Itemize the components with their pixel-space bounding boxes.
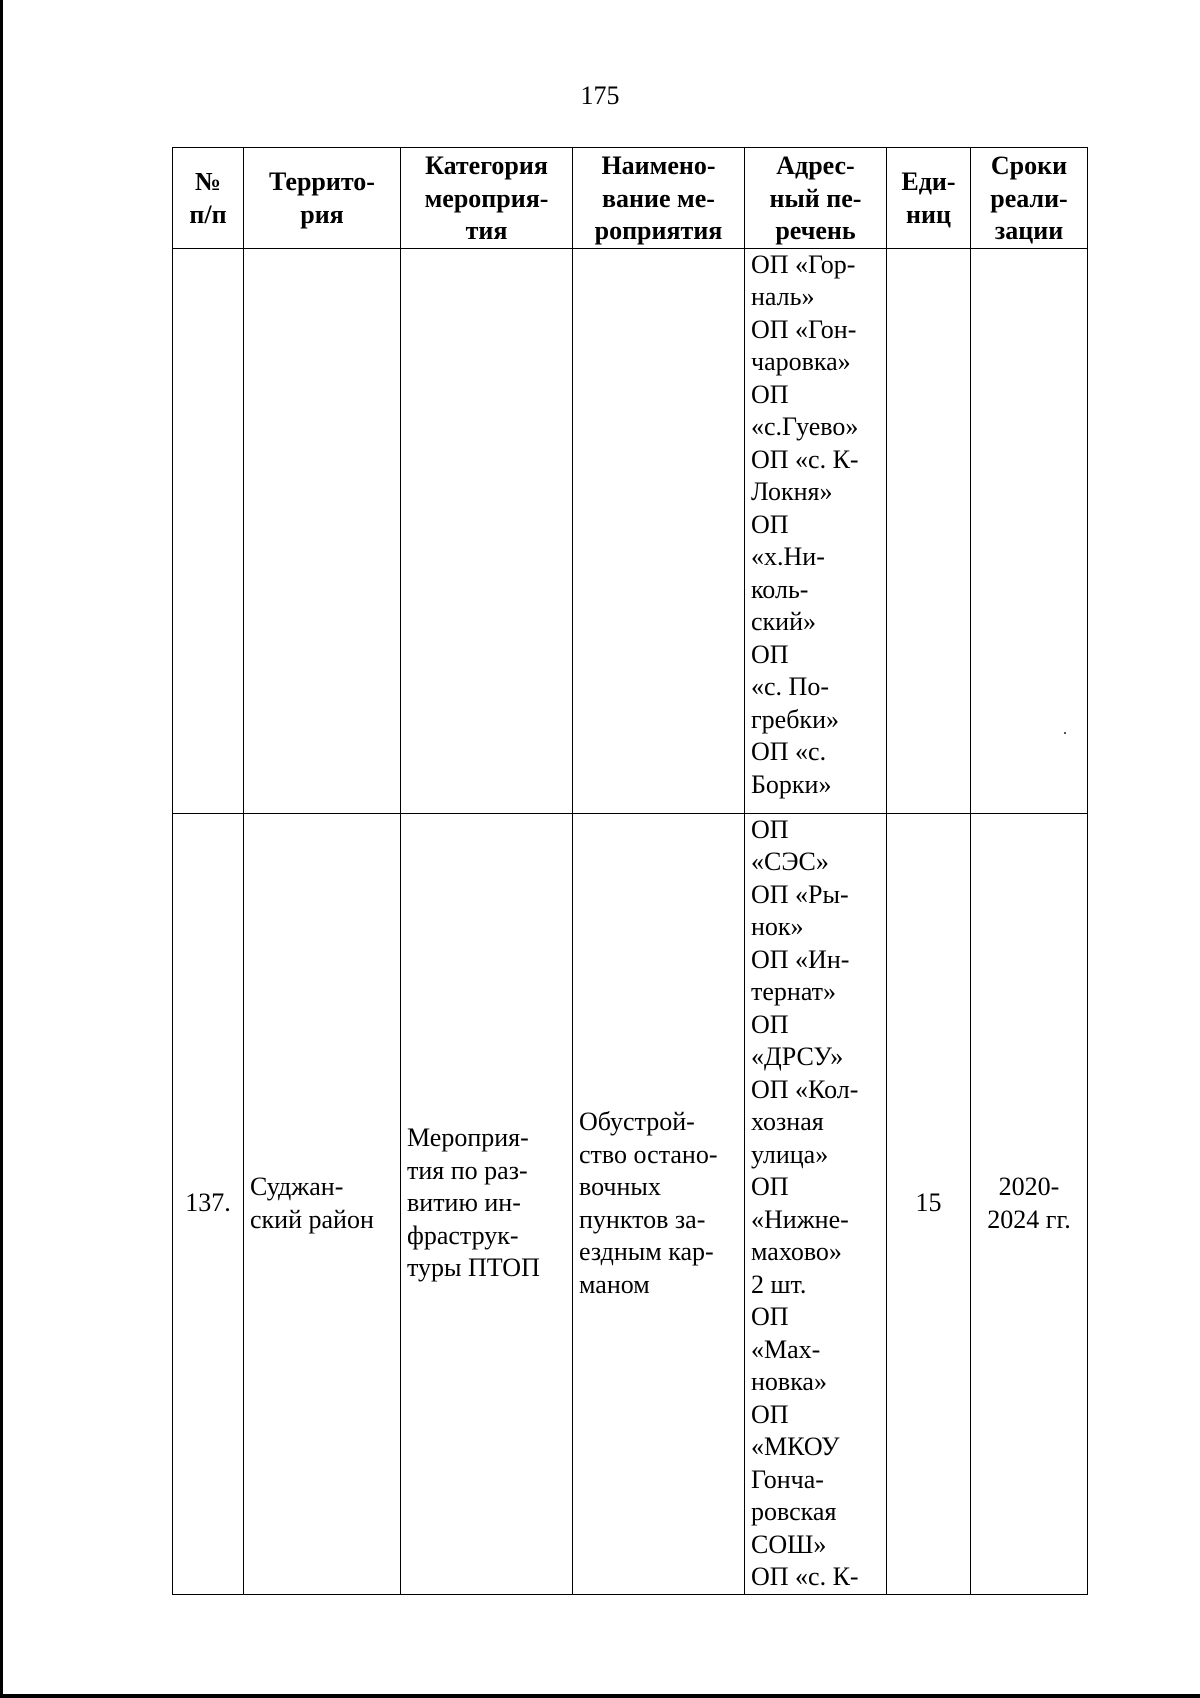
text-line: ОП: [751, 1172, 789, 1201]
text-line: «ДРСУ»: [751, 1042, 844, 1071]
text-line: №: [194, 167, 222, 197]
text-line: «СЭС»: [751, 847, 829, 876]
text-line: п/п: [189, 199, 227, 229]
text-line: Сроки: [990, 151, 1068, 180]
text-line: махово»: [751, 1237, 842, 1266]
text-line: Гонча-: [751, 1464, 824, 1494]
text-line: 2020-: [998, 1172, 1060, 1201]
text-line: СОШ»: [751, 1529, 827, 1559]
text-line: «МКОУ: [751, 1432, 840, 1461]
text-line: Еди-: [901, 167, 956, 197]
text-line: Адрес-: [776, 151, 855, 180]
cell-period: [971, 248, 1088, 813]
scan-speck: [1064, 732, 1066, 734]
text-line: зации: [994, 216, 1064, 245]
text-line: ездным кар-: [579, 1237, 714, 1266]
text-line: улица»: [751, 1139, 829, 1169]
text-line: вание ме-: [602, 183, 715, 213]
text-line: ство остано-: [579, 1139, 718, 1169]
text-line: Локня»: [751, 477, 833, 506]
text-line: роприятия: [594, 216, 723, 245]
text-line: чаровка»: [751, 347, 851, 376]
text-line: ОП «Ин-: [751, 944, 850, 974]
text-line: ОП «Кол-: [751, 1074, 859, 1104]
text-line: гребки»: [751, 704, 839, 734]
cell-territory: [244, 813, 401, 1594]
text-line: ский»: [751, 607, 816, 636]
text-line: Террито-: [269, 167, 375, 197]
text-line: коль-: [751, 574, 809, 604]
text-line: 2 шт.: [751, 1269, 807, 1299]
text-line: 2024 гг.: [987, 1204, 1071, 1234]
page-bottom-border: [0, 1694, 1200, 1698]
text-line: ный пе-: [769, 183, 862, 213]
text-line: реали-: [990, 183, 1068, 213]
text-line: ОП: [751, 1009, 789, 1039]
cell-number: 137.: [173, 813, 244, 1594]
cell-category: [401, 813, 573, 1594]
text-line: «с. По-: [751, 672, 829, 701]
page-left-border: [0, 0, 3, 1698]
header-number: [173, 148, 244, 249]
text-line: ОП: [751, 1302, 789, 1331]
text-line: речень: [775, 216, 856, 245]
table-row-137: [173, 813, 1088, 1594]
page-number: 175: [580, 81, 620, 110]
text-line: вочных: [579, 1172, 661, 1201]
cell-address-list: [745, 813, 887, 1594]
header-units: [887, 148, 971, 249]
text-line: новка»: [751, 1367, 827, 1396]
text-line: Наимено-: [601, 151, 716, 180]
text-line: ОП: [751, 1399, 789, 1429]
text-line: Борки»: [751, 769, 832, 799]
text-line: туры ПТОП: [407, 1253, 540, 1283]
text-line: хозная: [751, 1107, 824, 1136]
text-line: «х.Ни-: [751, 542, 825, 571]
header-period: [971, 148, 1088, 249]
text-line: рия: [300, 199, 344, 229]
text-line: «Мах-: [751, 1334, 821, 1364]
text-line: Мероприя-: [407, 1123, 529, 1153]
text-line: ский район: [250, 1204, 374, 1234]
text-line: ОП: [751, 639, 789, 669]
table-header-row: [173, 148, 1088, 249]
header-name: [573, 148, 745, 249]
text-line: ОП «с. К-: [751, 1562, 859, 1591]
text-line: ОП: [751, 814, 789, 844]
cell-category: [401, 248, 573, 813]
text-line: «с.Гуево»: [751, 412, 859, 441]
cell-units: [887, 248, 971, 813]
text-line: ниц: [906, 199, 951, 229]
cell-name: [573, 248, 745, 813]
text-line: «Нижне-: [751, 1204, 849, 1234]
text-line: ОП «с.: [751, 737, 827, 766]
text-line: ОП: [751, 509, 789, 539]
header-territory: [244, 148, 401, 249]
text-line: ОП: [751, 379, 789, 409]
text-line: наль»: [751, 282, 815, 311]
header-category: [401, 148, 573, 249]
measures-table: [172, 147, 1088, 1595]
text-line: маном: [579, 1269, 650, 1299]
text-line: тернат»: [751, 977, 837, 1006]
text-line: нок»: [751, 912, 804, 941]
text-line: тия по раз-: [407, 1155, 528, 1185]
text-line: Категория: [425, 151, 548, 180]
text-line: ОП «Гон-: [751, 314, 857, 344]
text-line: ОП «с. К-: [751, 444, 859, 474]
header-address: [745, 148, 887, 249]
text-line: тия: [465, 216, 508, 245]
cell-number: [173, 248, 244, 813]
cell-address-list: [745, 248, 887, 813]
text-line: ровская: [751, 1497, 837, 1526]
cell-period: [971, 813, 1088, 1594]
text-line: ОП «Ры-: [751, 879, 849, 909]
text-line: ОП «Гор-: [751, 249, 856, 279]
table-row-continued: [173, 248, 1088, 813]
cell-territory: [244, 248, 401, 813]
text-line: пунктов за-: [579, 1204, 706, 1234]
text-line: мероприя-: [424, 183, 549, 213]
text-line: фраструк-: [407, 1220, 519, 1250]
text-line: витию ин-: [407, 1188, 521, 1218]
text-line: Обустрой-: [579, 1107, 695, 1136]
text-line: Суджан-: [250, 1172, 344, 1201]
cell-name: [573, 813, 745, 1594]
cell-units: 15: [887, 813, 971, 1594]
